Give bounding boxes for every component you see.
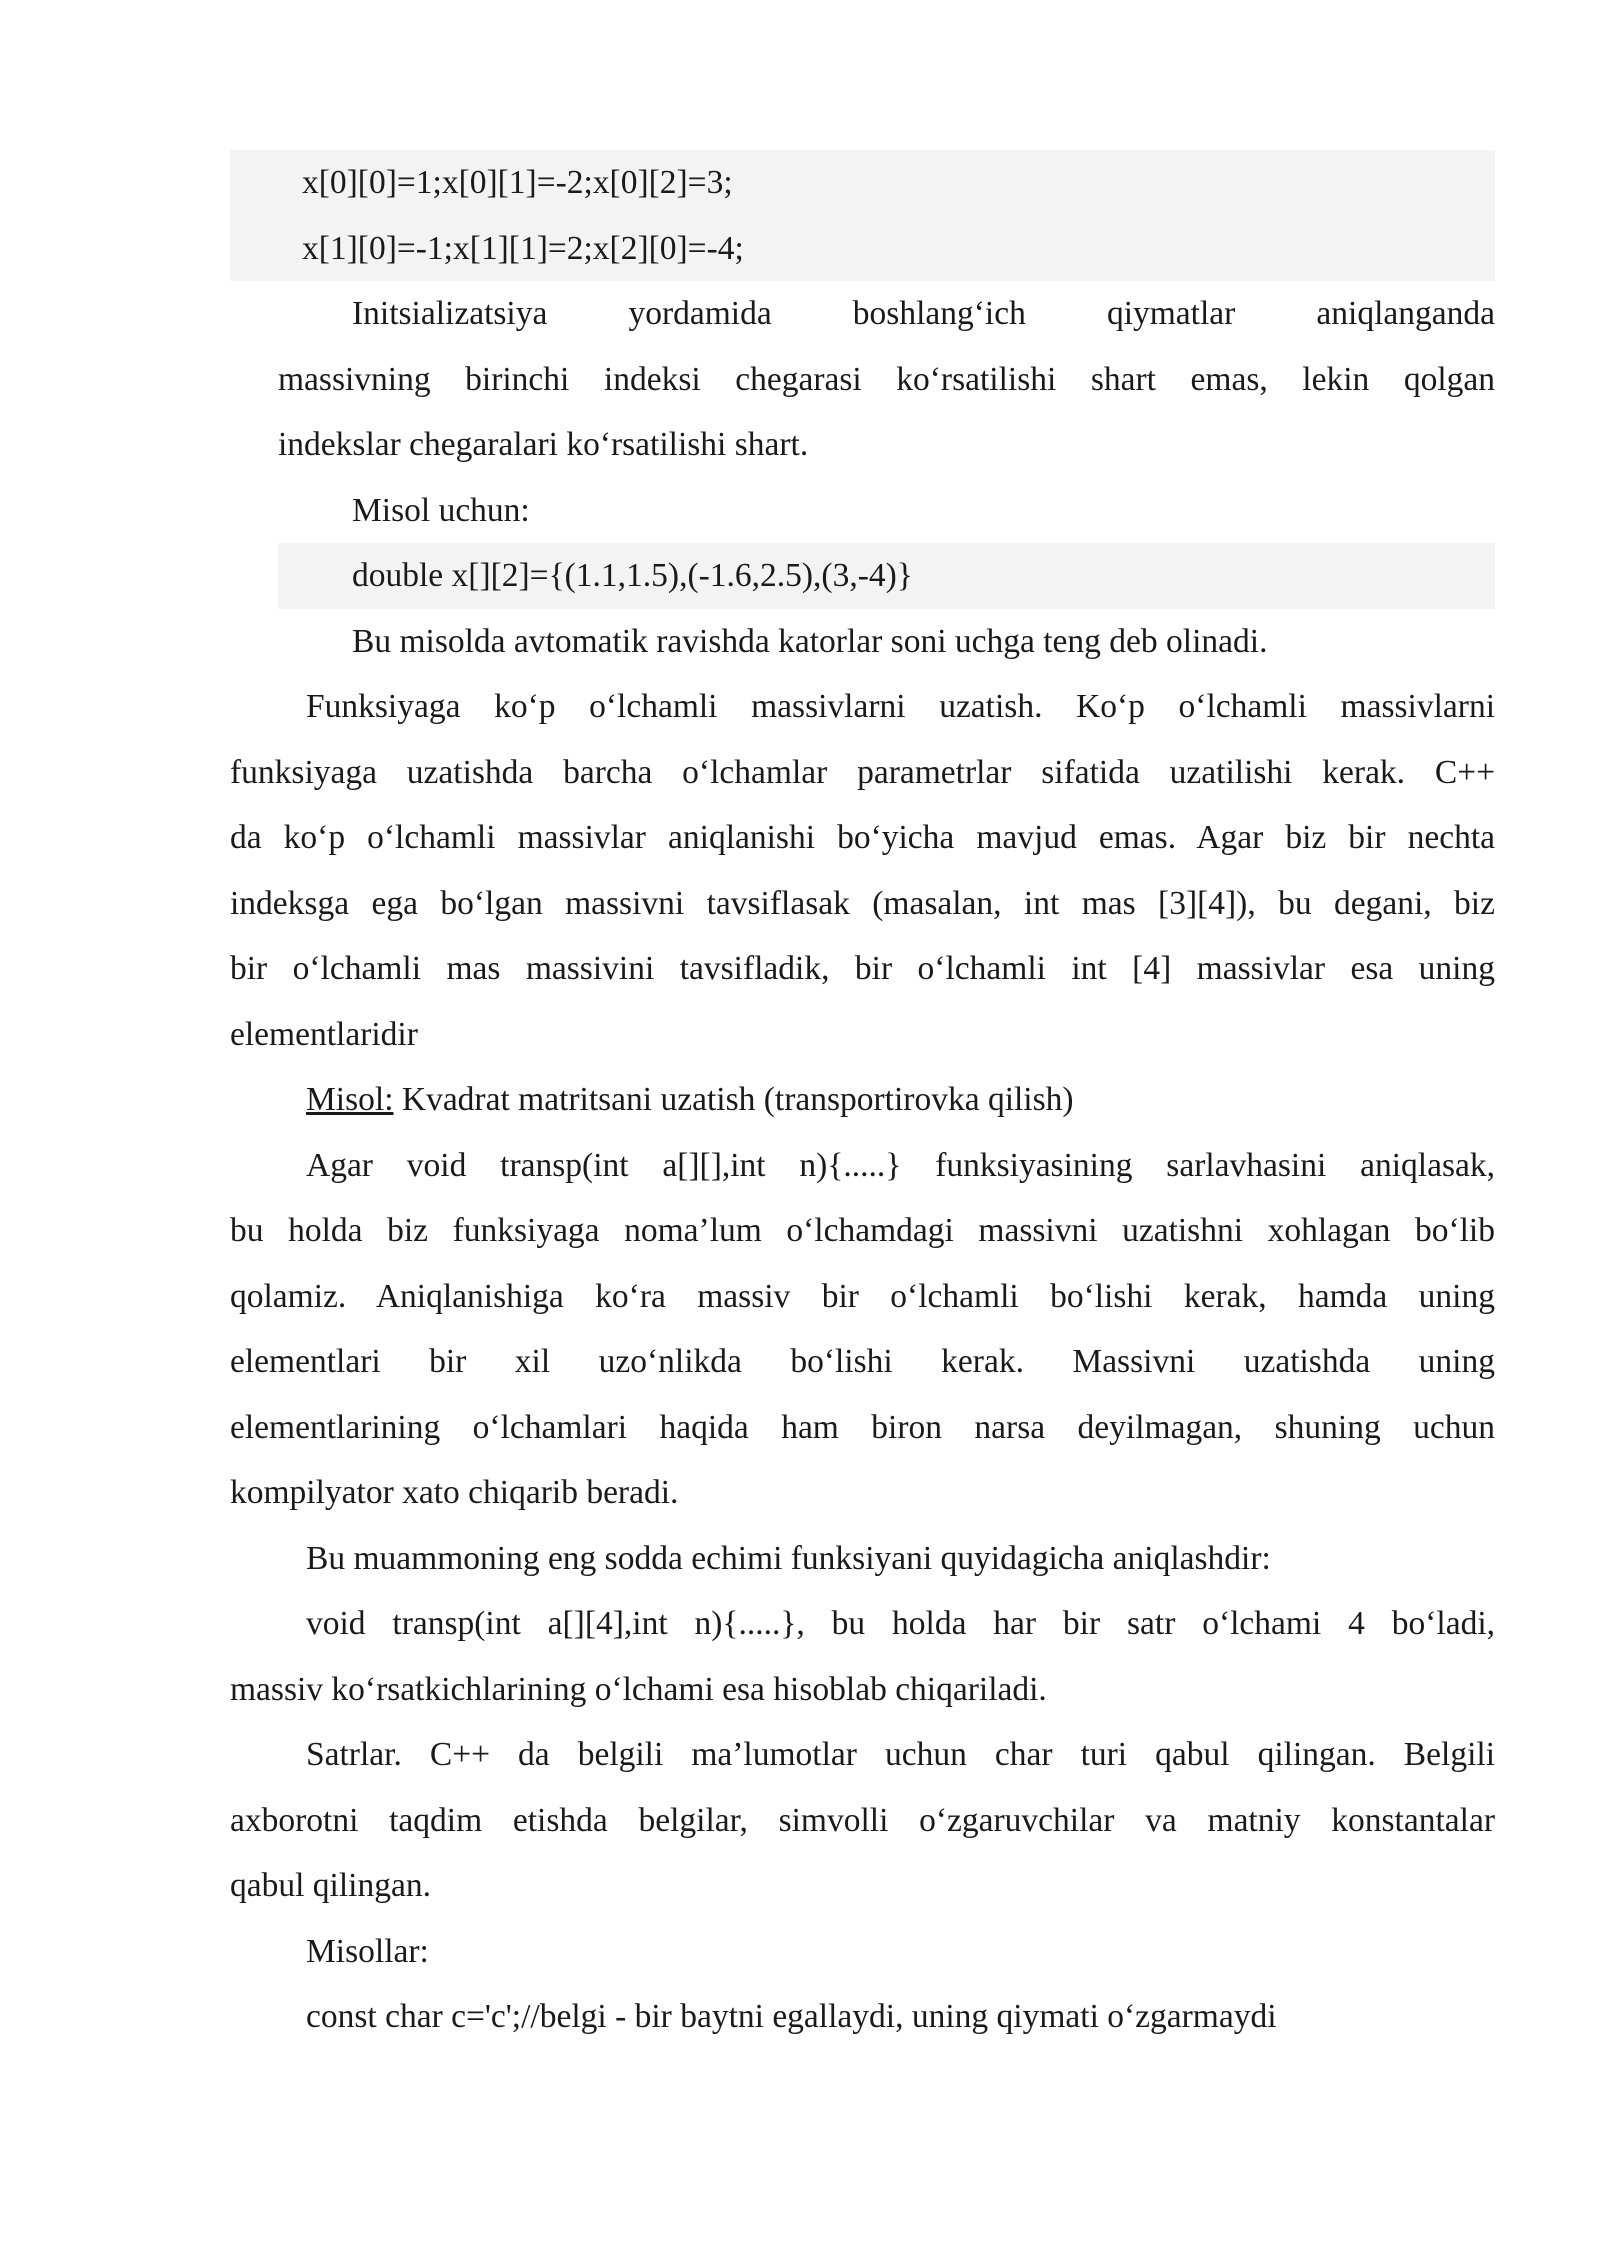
paragraph-line: bu holda biz funksiyaga noma’lum o‘lchamdagi massivni uzatishni xohlagan bo‘lib bbox=[230, 1212, 1495, 1249]
paragraph-line: elementlaridir bbox=[230, 1015, 418, 1053]
paragraph-line: da ko‘p o‘lchamli massivlar aniqlanishi bo‘yicha mavjud emas. Agar biz bir nechta bbox=[230, 819, 1495, 856]
solution-line: Bu muammoning eng sodda echimi funksiyani quyidagicha aniqlashdir: bbox=[306, 1539, 1271, 1577]
paragraph-line: funksiyaga uzatishda barcha o‘lchamlar parametrlar sifatida uzatilishi kerak. C++ bbox=[230, 753, 1495, 791]
example-heading-label: Misol: bbox=[306, 1081, 394, 1118]
const-char-line: const char c='c';//belgi - bir baytni egallaydi, uning qiymati o‘zgarmaydi bbox=[306, 1998, 1277, 2035]
paragraph-line: bir o‘lchamli mas massivini tavsifladik, bir o‘lchamli int [4] massivlar esa uning bbox=[230, 950, 1495, 987]
paragraph-line: qabul qilingan. bbox=[230, 1867, 431, 1904]
paragraph-line: Agar void transp(int a[][],int n){.....} funksiyasining sarlavhasini aniqlasak, bbox=[306, 1146, 1495, 1184]
paragraph-line: indekslar chegaralari ko‘rsatilishi shart. bbox=[278, 426, 809, 463]
example-heading-text: Kvadrat matritsani uzatish (transportirovka qilish) bbox=[393, 1081, 1074, 1118]
paragraph-line: elementlarining o‘lchamlari haqida ham biron narsa deyilmagan, shuning uchun bbox=[230, 1408, 1495, 1446]
paragraph-line: massivning birinchi indeksi chegarasi ko‘rsatilishi shart emas, lekin qolgan bbox=[278, 360, 1495, 398]
example-label: Misol uchun: bbox=[352, 491, 530, 529]
paragraph-line: indeksga ega bo‘lgan massivni tavsiflasak (masalan, int mas [3][4]), bu degani, biz bbox=[230, 884, 1495, 922]
paragraph-line: axborotni taqdim etishda belgilar, simvolli o‘zgaruvchilar va matniy konstantalar bbox=[230, 1801, 1495, 1839]
paragraph-void-transp bbox=[230, 1591, 1495, 1722]
paragraph-agar bbox=[230, 1133, 1495, 1526]
example-heading bbox=[230, 1067, 1495, 1133]
examples-label: Misollar: bbox=[306, 1932, 429, 1970]
paragraph-line: Satrlar. C++ da belgili ma’lumotlar uchun char turi qabul qilingan. Belgili bbox=[306, 1736, 1495, 1773]
paragraph-line: Initsializatsiya yordamida boshlang‘ich qiymatlar aniqlanganda bbox=[352, 295, 1495, 332]
paragraph-satrlar bbox=[230, 1722, 1495, 1919]
paragraph-line: qolamiz. Aniqlanishiga ko‘ra massiv bir o‘lchamli bo‘lishi kerak, hamda uning bbox=[230, 1277, 1495, 1315]
example-code: double x[][2]={(1.1,1.5),(-1.6,2.5),(3,-4)} bbox=[278, 543, 1495, 609]
paragraph-line: void transp(int a[][4],int n){.....}, bu holda har bir satr o‘lchami 4 bo‘ladi, bbox=[306, 1605, 1495, 1642]
code-line: x[0][0]=1;x[0][1]=-2;x[0][2]=3; bbox=[302, 164, 733, 201]
code-line: x[1][0]=-1;x[1][1]=2;x[2][0]=-4; bbox=[302, 229, 744, 267]
code-block-assignments bbox=[230, 150, 1495, 281]
paragraph-line: kompilyator xato chiqarib beradi. bbox=[230, 1474, 679, 1511]
paragraph-line: Funksiyaga ko‘p o‘lchamli massivlarni uzatish. Ko‘p o‘lchamli massivlarni bbox=[306, 688, 1495, 725]
paragraph-line: massiv ko‘rsatkichlarining o‘lchami esa hisoblab chiqariladi. bbox=[230, 1670, 1047, 1708]
paragraph-initialization bbox=[278, 281, 1495, 674]
example-note: Bu misolda avtomatik ravishda katorlar soni uchga teng deb olinadi. bbox=[352, 622, 1268, 660]
paragraph-function-arrays bbox=[230, 674, 1495, 1067]
page-body bbox=[230, 150, 1495, 2050]
paragraph-line: elementlari bir xil uzo‘nlikda bo‘lishi kerak. Massivni uzatishda uning bbox=[230, 1343, 1495, 1380]
